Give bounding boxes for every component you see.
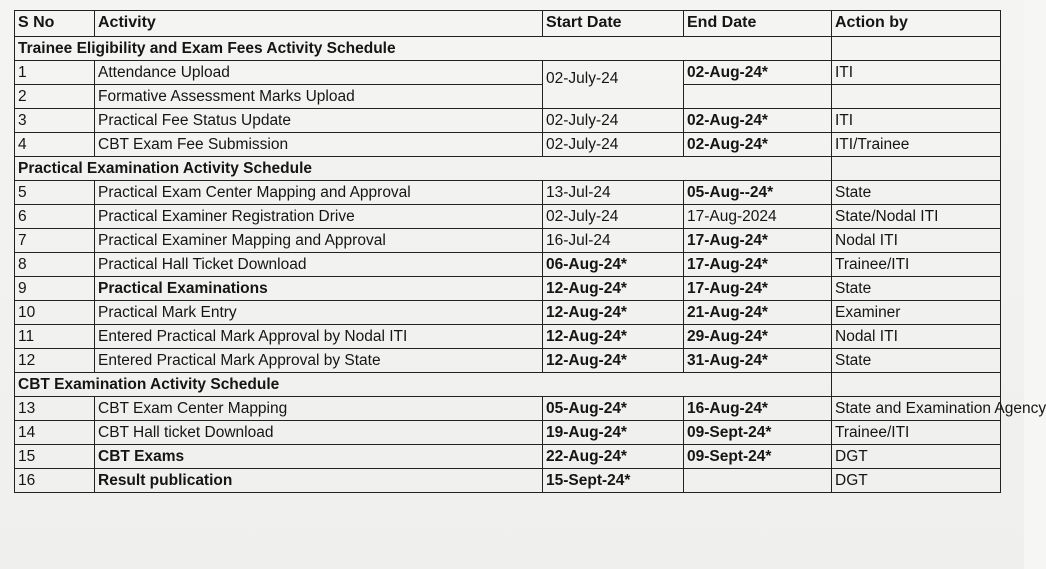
header-sno: S No: [15, 11, 95, 37]
action-by-cell: State: [832, 181, 1001, 205]
table-row: [15, 277, 1001, 301]
action-by-cell: State and Examination Agency: [832, 397, 1001, 421]
end-date-cell: 17-Aug-2024: [684, 205, 832, 229]
end-date-cell: 02-Aug-24*: [684, 133, 832, 157]
sno-cell: 4: [15, 133, 95, 157]
header-row: [15, 11, 1001, 37]
table-row: [15, 469, 1001, 493]
activity-cell: Attendance Upload: [95, 61, 543, 85]
activity-cell: Entered Practical Mark Approval by Nodal ITI: [95, 325, 543, 349]
activity-cell: CBT Exam Fee Submission: [95, 133, 543, 157]
section-action-cell: [832, 373, 1001, 397]
table-row: [15, 325, 1001, 349]
end-date-cell: 29-Aug-24*: [684, 325, 832, 349]
start-date-cell: 12-Aug-24*: [543, 325, 684, 349]
end-date-cell: 21-Aug-24*: [684, 301, 832, 325]
header-end-date: End Date: [684, 11, 832, 37]
section-row: [15, 157, 1001, 181]
sno-cell: 6: [15, 205, 95, 229]
start-date-cell: 22-Aug-24*: [543, 445, 684, 469]
section-action-cell: [832, 37, 1001, 61]
start-date-cell: 06-Aug-24*: [543, 253, 684, 277]
action-by-cell: ITI: [832, 109, 1001, 133]
end-date-cell: 09-Sept-24*: [684, 421, 832, 445]
action-by-cell: ITI/Trainee: [832, 133, 1001, 157]
section-title: Practical Examination Activity Schedule: [15, 157, 832, 181]
sno-cell: 12: [15, 349, 95, 373]
end-date-cell: 09-Sept-24*: [684, 445, 832, 469]
end-date-cell: [684, 469, 832, 493]
header-action-by: Action by: [832, 11, 1001, 37]
section-action-cell: [832, 157, 1001, 181]
table-row: [15, 301, 1001, 325]
end-date-cell: 16-Aug-24*: [684, 397, 832, 421]
activity-cell: Practical Exam Center Mapping and Approval: [95, 181, 543, 205]
header-activity: Activity: [95, 11, 543, 37]
table-row: [15, 133, 1001, 157]
start-date-cell: 02-July-24: [543, 61, 684, 109]
sno-cell: 11: [15, 325, 95, 349]
start-date-cell: 19-Aug-24*: [543, 421, 684, 445]
action-by-cell: State: [832, 349, 1001, 373]
section-row: [15, 37, 1001, 61]
activity-cell: Result publication: [95, 469, 543, 493]
start-date-cell: 05-Aug-24*: [543, 397, 684, 421]
table-row: [15, 229, 1001, 253]
table-row: [15, 85, 1001, 109]
activity-cell: CBT Exam Center Mapping: [95, 397, 543, 421]
activity-cell: Entered Practical Mark Approval by State: [95, 349, 543, 373]
sno-cell: 10: [15, 301, 95, 325]
end-date-cell: 02-Aug-24*: [684, 61, 832, 85]
table-row: [15, 349, 1001, 373]
action-by-cell: Trainee/ITI: [832, 253, 1001, 277]
section-title: CBT Examination Activity Schedule: [15, 373, 832, 397]
sno-cell: 1: [15, 61, 95, 85]
table-row: [15, 205, 1001, 229]
section-row: [15, 373, 1001, 397]
table-row: [15, 397, 1001, 421]
table-row: [15, 445, 1001, 469]
sno-cell: 14: [15, 421, 95, 445]
table-row: [15, 253, 1001, 277]
table-row: [15, 181, 1001, 205]
end-date-cell: 17-Aug-24*: [684, 229, 832, 253]
activity-cell: Practical Examinations: [95, 277, 543, 301]
activity-cell: Practical Examiner Registration Drive: [95, 205, 543, 229]
schedule-table: [14, 10, 1046, 493]
table-row: [15, 61, 1001, 85]
end-date-cell: 02-Aug-24*: [684, 109, 832, 133]
sno-cell: 16: [15, 469, 95, 493]
start-date-cell: 02-July-24: [543, 109, 684, 133]
sno-cell: 9: [15, 277, 95, 301]
start-date-cell: 16-Jul-24: [543, 229, 684, 253]
sno-cell: 2: [15, 85, 95, 109]
end-date-cell: 05-Aug--24*: [684, 181, 832, 205]
start-date-cell: 12-Aug-24*: [543, 301, 684, 325]
action-by-cell: Nodal ITI: [832, 229, 1001, 253]
action-by-cell: Examiner: [832, 301, 1001, 325]
activity-cell: Formative Assessment Marks Upload: [95, 85, 543, 109]
start-date-cell: 12-Aug-24*: [543, 277, 684, 301]
action-by-cell: [832, 85, 1001, 109]
sno-cell: 3: [15, 109, 95, 133]
section-title: Trainee Eligibility and Exam Fees Activity Schedule: [15, 37, 832, 61]
sno-cell: 15: [15, 445, 95, 469]
activity-cell: Practical Hall Ticket Download: [95, 253, 543, 277]
action-by-cell: Nodal ITI: [832, 325, 1001, 349]
action-by-cell: ITI: [832, 61, 1001, 85]
end-date-cell: 17-Aug-24*: [684, 277, 832, 301]
activity-cell: Practical Mark Entry: [95, 301, 543, 325]
activity-cell: Practical Examiner Mapping and Approval: [95, 229, 543, 253]
action-by-cell: DGT: [832, 469, 1001, 493]
start-date-cell: 15-Sept-24*: [543, 469, 684, 493]
end-date-cell: 17-Aug-24*: [684, 253, 832, 277]
start-date-cell: 02-July-24: [543, 133, 684, 157]
action-by-cell: State: [832, 277, 1001, 301]
end-date-cell: [684, 85, 832, 109]
sno-cell: 5: [15, 181, 95, 205]
sno-cell: 8: [15, 253, 95, 277]
activity-cell: CBT Hall ticket Download: [95, 421, 543, 445]
end-date-cell: 31-Aug-24*: [684, 349, 832, 373]
activity-cell: CBT Exams: [95, 445, 543, 469]
sno-cell: 7: [15, 229, 95, 253]
table-row: [15, 109, 1001, 133]
activity-cell: Practical Fee Status Update: [95, 109, 543, 133]
start-date-cell: 12-Aug-24*: [543, 349, 684, 373]
action-by-cell: State/Nodal ITI: [832, 205, 1001, 229]
start-date-cell: 02-July-24: [543, 205, 684, 229]
action-by-cell: DGT: [832, 445, 1001, 469]
sno-cell: 13: [15, 397, 95, 421]
action-by-cell: Trainee/ITI: [832, 421, 1001, 445]
header-start-date: Start Date: [543, 11, 684, 37]
start-date-cell: 13-Jul-24: [543, 181, 684, 205]
table-row: [15, 421, 1001, 445]
